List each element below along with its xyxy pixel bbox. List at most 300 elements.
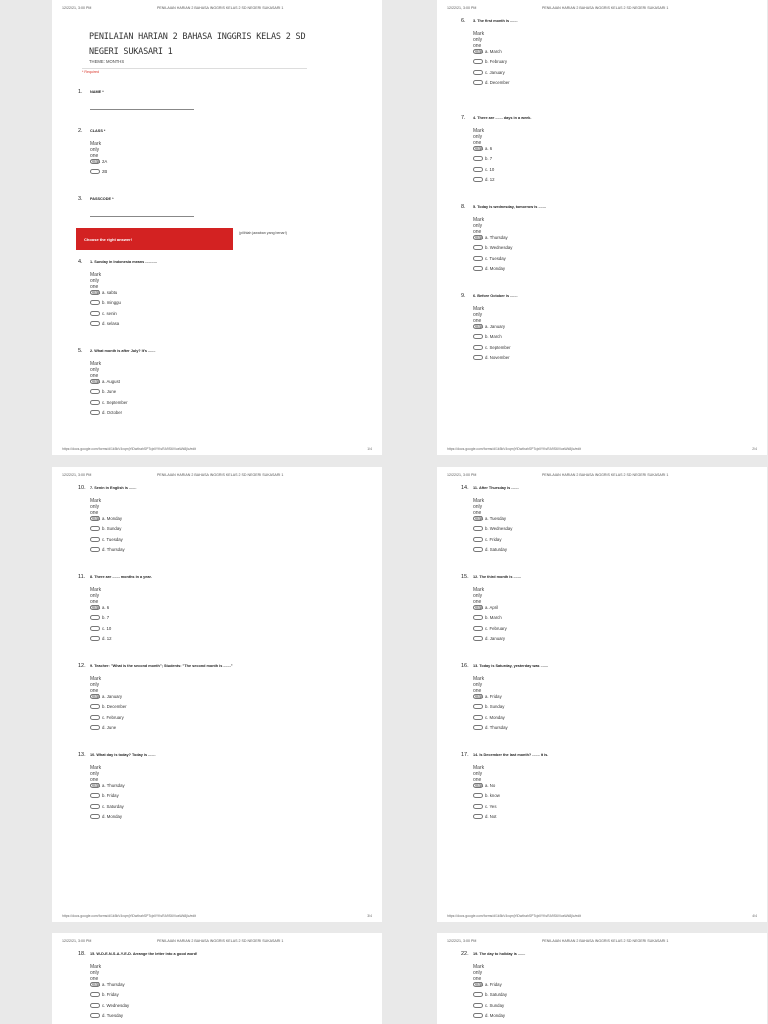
question-text: 2. What month is after July? It's ....... <box>90 349 156 353</box>
question-text: 12. The third month is ....... <box>473 575 521 579</box>
question-text: 13. Today is Saturday, yesterday was ....... <box>473 664 548 668</box>
option-label: d. Monday <box>485 266 506 272</box>
radio-oval[interactable] <box>90 615 100 620</box>
option-row[interactable] <box>90 723 127 734</box>
option-row[interactable] <box>473 67 510 78</box>
option-label: a. Thursday <box>485 234 508 240</box>
option-label: d. Monday <box>102 814 123 820</box>
mark-instruction: Mark only one oval. <box>473 676 485 700</box>
option-row[interactable] <box>473 979 507 990</box>
radio-oval[interactable] <box>473 715 483 720</box>
print-title: PENILAIAN HARIAN 2 BAHASA INGGRIS KELAS 2 SD NEGERI SUKASARI 1 <box>157 473 284 477</box>
question-number: 10. <box>78 485 86 491</box>
option-label: a. January <box>102 693 123 699</box>
page-number: 4/4 <box>752 914 757 918</box>
option-row[interactable] <box>473 253 512 264</box>
option-label: a. April <box>485 604 499 610</box>
option-row[interactable] <box>90 780 125 791</box>
section-banner <box>76 228 233 250</box>
question-number: 22. <box>461 951 469 957</box>
required-note: * Required <box>82 70 99 74</box>
option-list <box>90 513 125 555</box>
radio-oval[interactable] <box>473 516 483 521</box>
option-label: c. 10 <box>102 625 112 631</box>
option-row[interactable] <box>473 812 500 823</box>
option-row[interactable] <box>473 243 512 254</box>
option-row[interactable] <box>90 534 125 545</box>
option-label: c. 10 <box>485 166 495 172</box>
option-list <box>473 979 507 1021</box>
question-number: 11. <box>78 574 86 580</box>
radio-oval[interactable] <box>473 49 483 54</box>
option-row[interactable] <box>90 513 125 524</box>
radio-oval[interactable] <box>473 80 483 85</box>
option-label: b. Friday <box>102 992 119 998</box>
option-row[interactable] <box>473 164 495 175</box>
option-label: d. Thursday <box>102 547 125 553</box>
question-text: 8. There are ....... months in a year. <box>90 575 152 579</box>
question-number: 15. <box>461 574 469 580</box>
option-label: 2A <box>102 158 108 164</box>
option-label: b. Wednesday <box>485 245 513 251</box>
option-label: d. December <box>485 80 510 86</box>
question-text: PASSCODE * <box>90 197 114 201</box>
radio-oval[interactable] <box>90 626 100 631</box>
option-row[interactable] <box>473 791 500 802</box>
radio-oval[interactable] <box>90 526 100 531</box>
option-label: c. Yes <box>485 803 497 809</box>
option-row[interactable] <box>90 397 128 408</box>
option-row[interactable] <box>473 723 508 734</box>
option-label: c. senin <box>102 310 117 316</box>
option-row[interactable] <box>90 1000 129 1011</box>
option-row[interactable] <box>473 545 512 556</box>
question-text: 11. After Thursday is ....... <box>473 486 519 490</box>
question-text: 1. Sunday in Indonesia means ........... <box>90 260 157 264</box>
option-label: d. June <box>102 725 117 731</box>
option-label: b. Wednesday <box>485 526 513 532</box>
option-row[interactable] <box>473 634 507 645</box>
radio-oval[interactable] <box>473 167 483 172</box>
option-row[interactable] <box>473 702 508 713</box>
radio-oval[interactable] <box>473 156 483 161</box>
option-row[interactable] <box>473 712 508 723</box>
radio-oval[interactable] <box>473 626 483 631</box>
radio-oval[interactable] <box>90 694 100 699</box>
option-row[interactable] <box>473 342 511 353</box>
form-title: PENILAIAN HARIAN 2 BAHASA INGGRIS KELAS 2 SD NEGERI SUKASARI 1 <box>89 32 306 57</box>
question-number: 13. <box>78 752 86 758</box>
option-row[interactable] <box>90 812 125 823</box>
option-label: d. January <box>485 636 506 642</box>
mark-instruction: Mark only one oval. <box>90 141 102 165</box>
option-label: b. 7 <box>485 156 493 162</box>
option-label: c. Wednesday <box>102 1002 130 1008</box>
option-label: d. Thursday <box>485 725 508 731</box>
radio-oval[interactable] <box>90 169 100 174</box>
radio-oval[interactable] <box>473 814 483 819</box>
option-list <box>473 46 510 88</box>
option-list <box>473 691 508 733</box>
radio-oval[interactable] <box>473 1003 483 1008</box>
mark-instruction: Mark only one oval. <box>90 587 102 611</box>
radio-oval[interactable] <box>473 334 483 339</box>
radio-oval[interactable] <box>90 410 100 415</box>
option-label: d. November <box>485 355 510 361</box>
question-text: CLASS * <box>90 129 106 133</box>
option-label: b. February <box>485 59 507 65</box>
radio-oval[interactable] <box>473 177 483 182</box>
document-page-2 <box>437 0 767 455</box>
question-text: NAME * <box>90 90 104 94</box>
option-row[interactable] <box>90 308 121 319</box>
option-row[interactable] <box>90 712 127 723</box>
option-label: c. Tuesday <box>485 255 506 261</box>
question-number: 5. <box>78 348 83 354</box>
print-date: 12/22/21, 3:00 PM <box>62 473 92 477</box>
footer-url: https://docs.google.com/forms/d/1k5kV4xqmjYiDwthahSPTcjxlIYKsRA9S6ViusWk8jIc/edit <box>62 914 196 918</box>
option-row[interactable] <box>90 691 127 702</box>
mark-instruction: Mark only one oval. <box>473 498 485 522</box>
option-row[interactable] <box>473 264 512 275</box>
option-label: b. minggu <box>102 300 121 306</box>
radio-oval[interactable] <box>90 704 100 709</box>
option-label: a. Friday <box>485 693 502 699</box>
option-label: d. October <box>102 410 123 416</box>
mark-instruction: Mark only one oval. <box>90 361 102 385</box>
option-label: a. March <box>485 48 502 54</box>
question-number: 1. <box>78 89 83 95</box>
option-label: c. September <box>102 399 128 405</box>
option-label: c. February <box>485 625 507 631</box>
banner-text: Choose the right answer! <box>84 237 133 242</box>
option-label: c. Monday <box>485 714 505 720</box>
option-row[interactable] <box>90 613 112 624</box>
radio-oval[interactable] <box>90 300 100 305</box>
option-label: c. Sunday <box>485 1002 505 1008</box>
question-text: 3. The first month is ....... <box>473 19 518 23</box>
option-label: c. September <box>485 344 511 350</box>
radio-oval[interactable] <box>473 1013 483 1018</box>
footer-url: https://docs.google.com/forms/d/1k5kV4xqmjYiDwthahSPTcjxlIYKsRA9S6ViusWk8jIc/edit <box>447 914 581 918</box>
radio-oval[interactable] <box>473 266 483 271</box>
document-page-4 <box>437 467 767 922</box>
option-row[interactable] <box>473 524 512 535</box>
radio-oval[interactable] <box>473 694 483 699</box>
option-label: a. sabtu <box>102 289 118 295</box>
radio-oval[interactable] <box>90 636 100 641</box>
mark-instruction: Mark only one oval. <box>90 498 102 522</box>
banner-note: (pilihlah jawaban yang benar!) <box>239 231 287 235</box>
radio-oval[interactable] <box>473 783 483 788</box>
option-list <box>473 780 500 822</box>
question-number: 2. <box>78 128 83 134</box>
option-row[interactable] <box>90 408 128 419</box>
radio-oval[interactable] <box>473 245 483 250</box>
option-label: c. Friday <box>485 536 502 542</box>
option-row[interactable] <box>90 319 121 330</box>
option-row[interactable] <box>90 167 107 178</box>
name-answer-field[interactable] <box>90 109 194 110</box>
mark-instruction: Mark only one oval. <box>90 676 102 700</box>
print-date: 12/22/21, 3:00 PM <box>62 939 92 943</box>
radio-oval[interactable] <box>473 59 483 64</box>
document-page-5 <box>52 933 382 1024</box>
radio-oval[interactable] <box>90 1003 100 1008</box>
option-row[interactable] <box>90 801 125 812</box>
question-text: 10. What day is today? Today is ....... <box>90 753 156 757</box>
print-title: PENILAIAN HARIAN 2 BAHASA INGGRIS KELAS 2 SD NEGERI SUKASARI 1 <box>542 939 669 943</box>
option-label: b. Sunday <box>485 704 505 710</box>
option-row[interactable] <box>90 602 112 613</box>
print-date: 12/22/21, 3:00 PM <box>62 6 92 10</box>
option-row[interactable] <box>473 232 512 243</box>
option-row[interactable] <box>90 702 127 713</box>
radio-oval[interactable] <box>90 389 100 394</box>
question-text: 7. Senin in English is ....... <box>90 486 137 490</box>
print-date: 12/22/21, 3:00 PM <box>447 473 477 477</box>
option-list <box>473 602 507 644</box>
option-list <box>473 232 512 274</box>
option-list <box>90 156 107 177</box>
radio-oval[interactable] <box>90 1013 100 1018</box>
radio-oval[interactable] <box>90 725 100 730</box>
option-row[interactable] <box>90 990 129 1001</box>
question-text: 15. W-D-E-N-S-A-Y-E-D. Arrange the letter into a good word! <box>90 952 198 956</box>
option-list <box>473 513 512 555</box>
option-list <box>90 691 127 733</box>
option-row[interactable] <box>473 613 507 624</box>
radio-oval[interactable] <box>90 814 100 819</box>
print-title: PENILAIAN HARIAN 2 BAHASA INGGRIS KELAS 2 SD NEGERI SUKASARI 1 <box>157 939 284 943</box>
option-label: b. know <box>485 793 500 799</box>
question-number: 16. <box>461 663 469 669</box>
question-number: 3. <box>78 196 83 202</box>
footer-url: https://docs.google.com/forms/d/1k5kV4xqmjYiDwthahSPTcjxlIYKsRA9S6ViusWk8jIc/edit <box>62 447 196 451</box>
mark-instruction: Mark only one oval. <box>473 306 485 330</box>
radio-oval[interactable] <box>90 290 100 295</box>
option-row[interactable] <box>90 623 112 634</box>
radio-oval[interactable] <box>90 321 100 326</box>
option-label: a. 6 <box>485 145 493 151</box>
mark-instruction: Mark only one oval. <box>473 217 485 241</box>
option-row[interactable] <box>473 332 511 343</box>
option-list <box>90 979 129 1021</box>
radio-oval[interactable] <box>90 715 100 720</box>
question-text: 9. Teacher: "What is the second month"; Students: "The second month is ......." <box>90 664 233 668</box>
option-label: a. Monday <box>102 515 123 521</box>
radio-oval[interactable] <box>473 992 483 997</box>
option-row[interactable] <box>473 801 500 812</box>
question-text: 19. The day to holiday is ....... <box>473 952 526 956</box>
option-row[interactable] <box>90 287 121 298</box>
question-text: 6. Before October is ....... <box>473 294 518 298</box>
document-page-6 <box>437 933 767 1024</box>
option-label: d. Saturday <box>485 547 507 553</box>
option-row[interactable] <box>473 154 495 165</box>
footer-url: https://docs.google.com/forms/d/1k5kV4xqmjYiDwthahSPTcjxlIYKsRA9S6ViusWk8jIc/edit <box>447 447 581 451</box>
option-row[interactable] <box>473 78 510 89</box>
option-row[interactable] <box>473 1011 507 1022</box>
option-row[interactable] <box>90 791 125 802</box>
option-label: b. Saturday <box>485 992 507 998</box>
option-label: d. selasa <box>102 321 120 327</box>
radio-oval[interactable] <box>90 605 100 610</box>
option-label: 2B <box>102 169 108 175</box>
option-row[interactable] <box>473 353 511 364</box>
radio-oval[interactable] <box>90 982 100 987</box>
print-date: 12/22/21, 3:00 PM <box>447 939 477 943</box>
radio-oval[interactable] <box>473 725 483 730</box>
option-row[interactable] <box>473 143 495 154</box>
radio-oval[interactable] <box>473 256 483 261</box>
question-number: 8. <box>461 204 466 210</box>
option-label: c. Saturday <box>102 803 124 809</box>
option-label: c. January <box>485 69 505 75</box>
option-row[interactable] <box>473 623 507 634</box>
radio-oval[interactable] <box>473 324 483 329</box>
option-label: b. March <box>485 334 502 340</box>
mark-instruction: Mark only one oval. <box>473 964 485 988</box>
document-page-3 <box>52 467 382 922</box>
radio-oval[interactable] <box>473 804 483 809</box>
option-row[interactable] <box>473 175 495 186</box>
question-number: 6. <box>461 18 466 24</box>
radio-oval[interactable] <box>473 636 483 641</box>
option-label: a. No <box>485 782 496 788</box>
option-label: c. Tuesday <box>102 536 123 542</box>
option-row[interactable] <box>473 534 512 545</box>
option-label: a. Thursday <box>102 782 125 788</box>
option-list <box>90 780 125 822</box>
radio-oval[interactable] <box>90 516 100 521</box>
radio-oval[interactable] <box>473 704 483 709</box>
option-label: b. Friday <box>102 793 119 799</box>
option-row[interactable] <box>90 979 129 990</box>
option-row[interactable] <box>90 156 107 167</box>
radio-oval[interactable] <box>90 804 100 809</box>
radio-oval[interactable] <box>473 345 483 350</box>
question-number: 12. <box>78 663 86 669</box>
radio-oval[interactable] <box>90 537 100 542</box>
mark-instruction: Mark only one oval. <box>473 765 485 789</box>
mark-instruction: Mark only one oval. <box>473 587 485 611</box>
radio-oval[interactable] <box>90 379 100 384</box>
passcode-answer-field[interactable] <box>90 216 194 217</box>
option-label: c. February <box>102 714 124 720</box>
radio-oval[interactable] <box>90 311 100 316</box>
option-label: b. Sunday <box>102 526 122 532</box>
option-label: a. Tuesday <box>485 515 507 521</box>
option-list <box>473 321 511 363</box>
radio-oval[interactable] <box>473 235 483 240</box>
option-row[interactable] <box>473 602 507 613</box>
radio-oval[interactable] <box>473 526 483 531</box>
page-number: 2/4 <box>752 447 757 451</box>
question-text: 5. Today is wednesday, tomorrow is ....... <box>473 205 546 209</box>
option-label: d. 12 <box>102 636 112 642</box>
option-row[interactable] <box>90 634 112 645</box>
option-label: a. 6 <box>102 604 110 610</box>
form-subtitle: THEME: MONTHS <box>89 59 125 64</box>
print-title: PENILAIAN HARIAN 2 BAHASA INGGRIS KELAS 2 SD NEGERI SUKASARI 1 <box>157 6 284 10</box>
radio-oval[interactable] <box>90 992 100 997</box>
question-text: 14. Is December the last month? ....... it is. <box>473 753 549 757</box>
option-row[interactable] <box>90 376 128 387</box>
option-list <box>90 602 112 644</box>
mark-instruction: Mark only one oval. <box>473 128 485 152</box>
option-row[interactable] <box>90 387 128 398</box>
option-row[interactable] <box>473 57 510 68</box>
radio-oval[interactable] <box>473 146 483 151</box>
option-label: b. December <box>102 704 127 710</box>
radio-oval[interactable] <box>473 547 483 552</box>
option-row[interactable] <box>90 1011 129 1022</box>
option-label: b. March <box>485 615 502 621</box>
print-title: PENILAIAN HARIAN 2 BAHASA INGGRIS KELAS 2 SD NEGERI SUKASARI 1 <box>542 6 669 10</box>
question-number: 14. <box>461 485 469 491</box>
radio-oval[interactable] <box>473 70 483 75</box>
question-number: 17. <box>461 752 469 758</box>
radio-oval[interactable] <box>473 793 483 798</box>
option-list <box>90 287 121 329</box>
radio-oval[interactable] <box>473 615 483 620</box>
option-label: d. 12 <box>485 177 495 183</box>
radio-oval[interactable] <box>473 605 483 610</box>
option-row[interactable] <box>473 1000 507 1011</box>
option-row[interactable] <box>473 46 510 57</box>
radio-oval[interactable] <box>90 159 100 164</box>
option-row[interactable] <box>473 513 512 524</box>
option-row[interactable] <box>90 524 125 535</box>
option-row[interactable] <box>90 545 125 556</box>
option-label: a. January <box>485 323 506 329</box>
divider <box>82 68 307 69</box>
radio-oval[interactable] <box>90 783 100 788</box>
mark-instruction: Mark only one oval. <box>90 964 102 988</box>
mark-instruction: Mark only one oval. <box>90 272 102 296</box>
page-number: 3/4 <box>367 914 372 918</box>
radio-oval[interactable] <box>90 793 100 798</box>
radio-oval[interactable] <box>473 537 483 542</box>
option-label: a. August <box>102 378 120 384</box>
option-label: d. Monday <box>485 1013 506 1019</box>
option-row[interactable] <box>473 780 500 791</box>
print-date: 12/22/21, 3:00 PM <box>447 6 477 10</box>
radio-oval[interactable] <box>473 355 483 360</box>
radio-oval[interactable] <box>473 982 483 987</box>
page-number: 1/4 <box>367 447 372 451</box>
print-title: PENILAIAN HARIAN 2 BAHASA INGGRIS KELAS 2 SD NEGERI SUKASARI 1 <box>542 473 669 477</box>
option-row[interactable] <box>473 321 511 332</box>
document-page-1 <box>52 0 382 455</box>
radio-oval[interactable] <box>90 547 100 552</box>
question-number: 4. <box>78 259 83 265</box>
option-label: b. June <box>102 389 117 395</box>
option-list <box>90 376 128 418</box>
option-label: b. 7 <box>102 615 110 621</box>
option-row[interactable] <box>473 990 507 1001</box>
mark-instruction: Mark only one oval. <box>473 31 485 55</box>
mark-instruction: Mark only one oval. <box>90 765 102 789</box>
question-number: 7. <box>461 115 466 121</box>
option-row[interactable] <box>473 691 508 702</box>
option-row[interactable] <box>90 298 121 309</box>
option-label: d. Not <box>485 814 497 820</box>
radio-oval[interactable] <box>90 400 100 405</box>
question-number: 18. <box>78 951 86 957</box>
option-label: a. Friday <box>485 981 502 987</box>
